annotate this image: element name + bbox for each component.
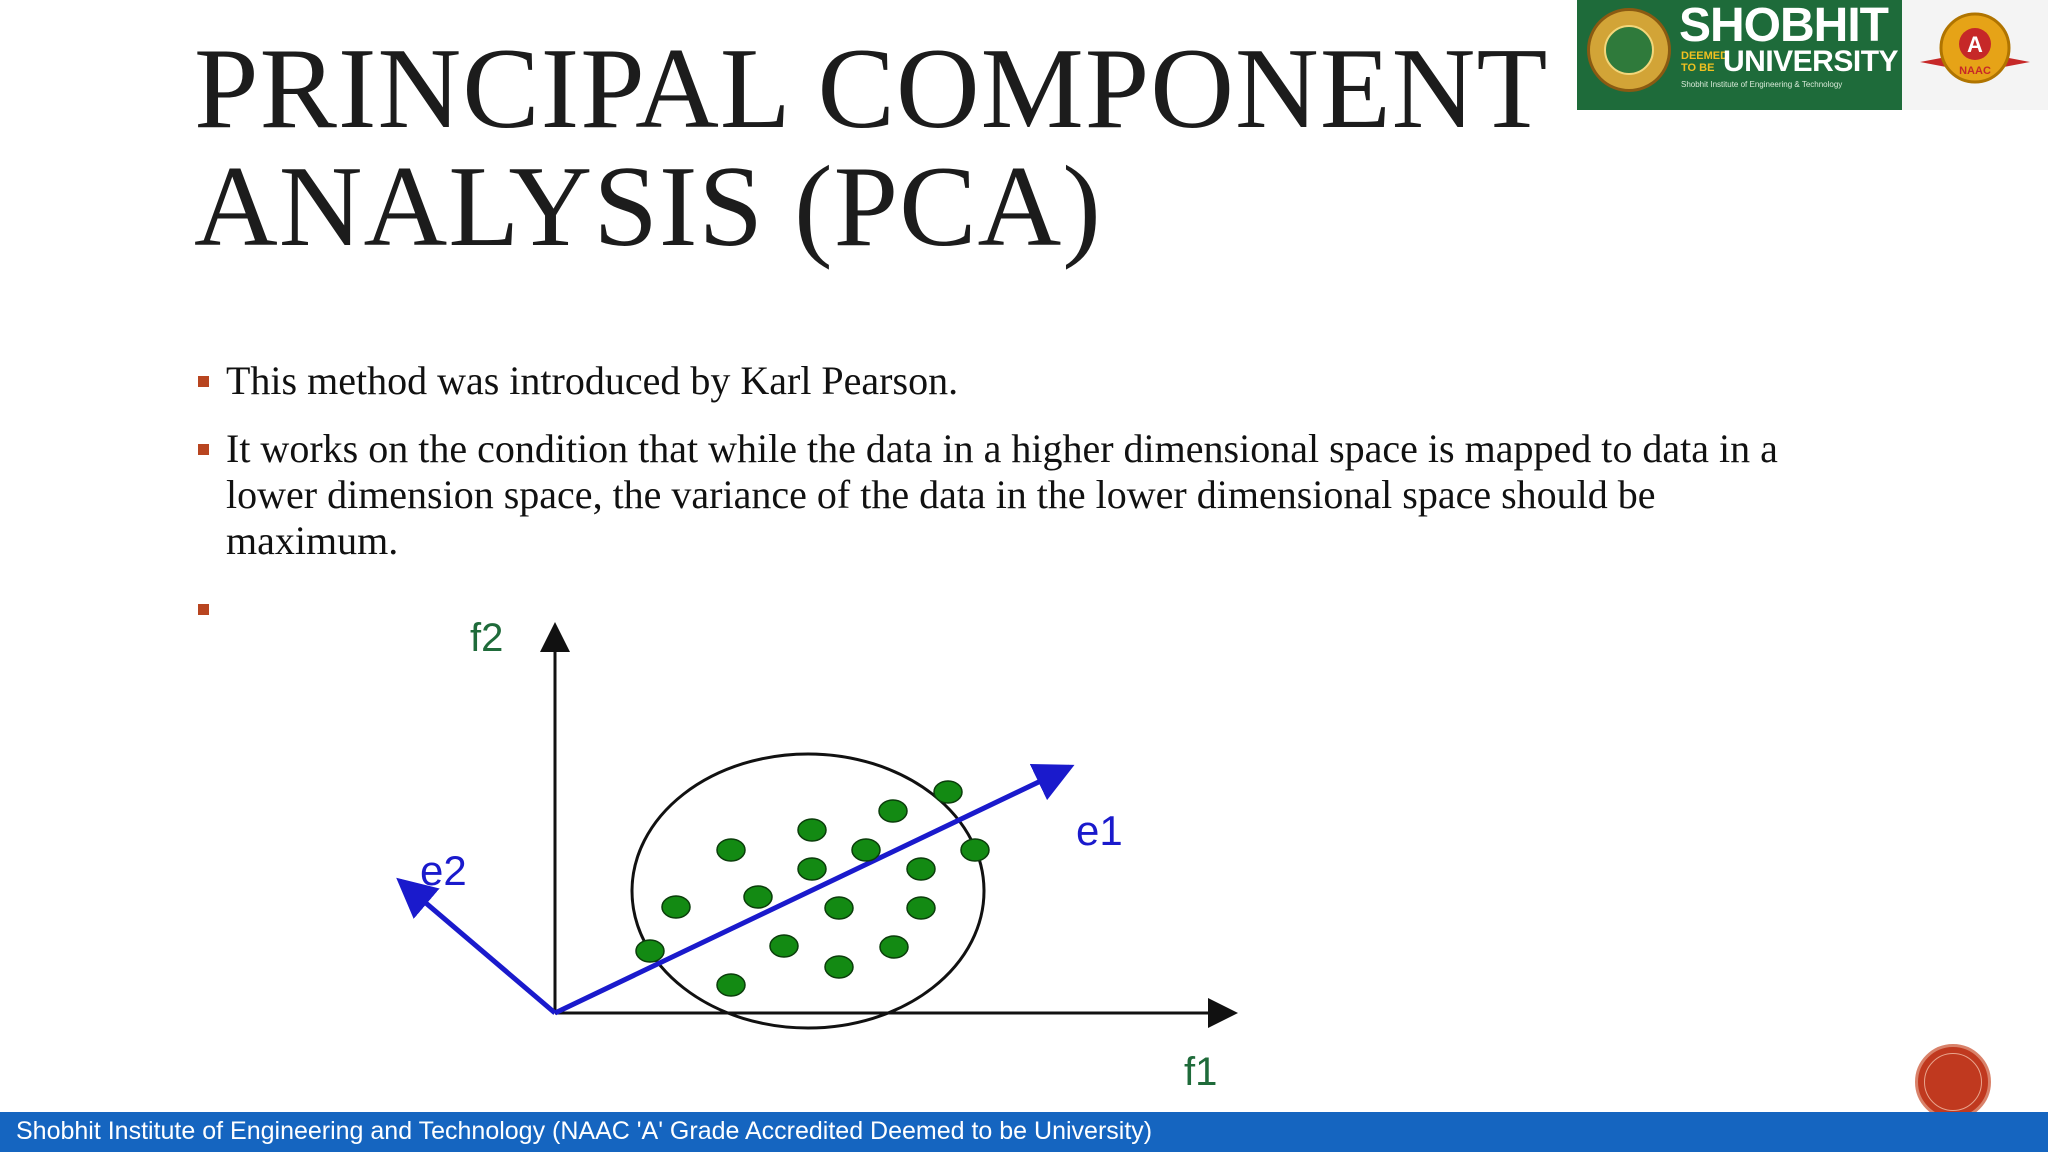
e2-label: e2: [420, 847, 467, 894]
data-point: [717, 839, 745, 861]
bullet-text: This method was introduced by Karl Pearson.: [226, 358, 959, 403]
footer-bar: Shobhit Institute of Engineering and Technology (NAAC 'A' Grade Accredited Deemed to be University): [0, 1112, 2048, 1152]
naac-badge-icon: [1912, 6, 2038, 102]
data-point: [798, 858, 826, 880]
naac-badge: [1902, 0, 2048, 110]
data-point: [636, 940, 664, 962]
e1-label: e1: [1076, 807, 1123, 854]
data-point: [907, 897, 935, 919]
data-point: [717, 974, 745, 996]
data-point: [825, 956, 853, 978]
data-point: [961, 839, 989, 861]
bullet-item: [196, 426, 1836, 564]
shobhit-university-logo: [1577, 0, 1907, 110]
slide-title-line-2: ANALYSIS (PCA): [194, 143, 1102, 271]
slide-title-line-1: PRINCIPAL COMPONENT: [194, 25, 1549, 153]
data-point: [879, 800, 907, 822]
slide-title: [194, 25, 1549, 271]
university-seal-icon: [1587, 8, 1671, 92]
data-point: [744, 886, 772, 908]
e2-vector: [400, 881, 555, 1013]
data-point: [934, 781, 962, 803]
bullet-marker-icon: [198, 444, 209, 455]
pca-diagram: [380, 605, 1260, 1105]
data-point: [907, 858, 935, 880]
bullet-text: It works on the condition that while the data in a higher dimensional space is mapped to data in a lower dimension space, the variance of the data in the lower dimensional space should be maximum.: [226, 426, 1778, 563]
logo-subtitle: Shobhit Institute of Engineering & Technology: [1681, 80, 1843, 89]
data-point: [880, 936, 908, 958]
data-point: [852, 839, 880, 861]
logo-name: SHOBHIT: [1679, 0, 1888, 52]
data-point: [798, 819, 826, 841]
slide-number-badge: [1915, 1044, 1991, 1120]
logo-deemed: DEEMED TO BE: [1681, 50, 1729, 74]
data-point: [770, 935, 798, 957]
bullet-marker-icon: [198, 604, 209, 615]
bullet-marker-icon: [198, 376, 209, 387]
naac-label: NAAC: [1959, 65, 1991, 77]
data-point: [825, 897, 853, 919]
bullet-item: [196, 358, 1836, 404]
f1-label: f1: [1184, 1050, 1218, 1094]
data-point: [662, 896, 690, 918]
f2-label: f2: [470, 616, 504, 660]
logo-university: UNIVERSITY: [1723, 45, 1899, 78]
naac-grade: A: [1967, 32, 1983, 57]
